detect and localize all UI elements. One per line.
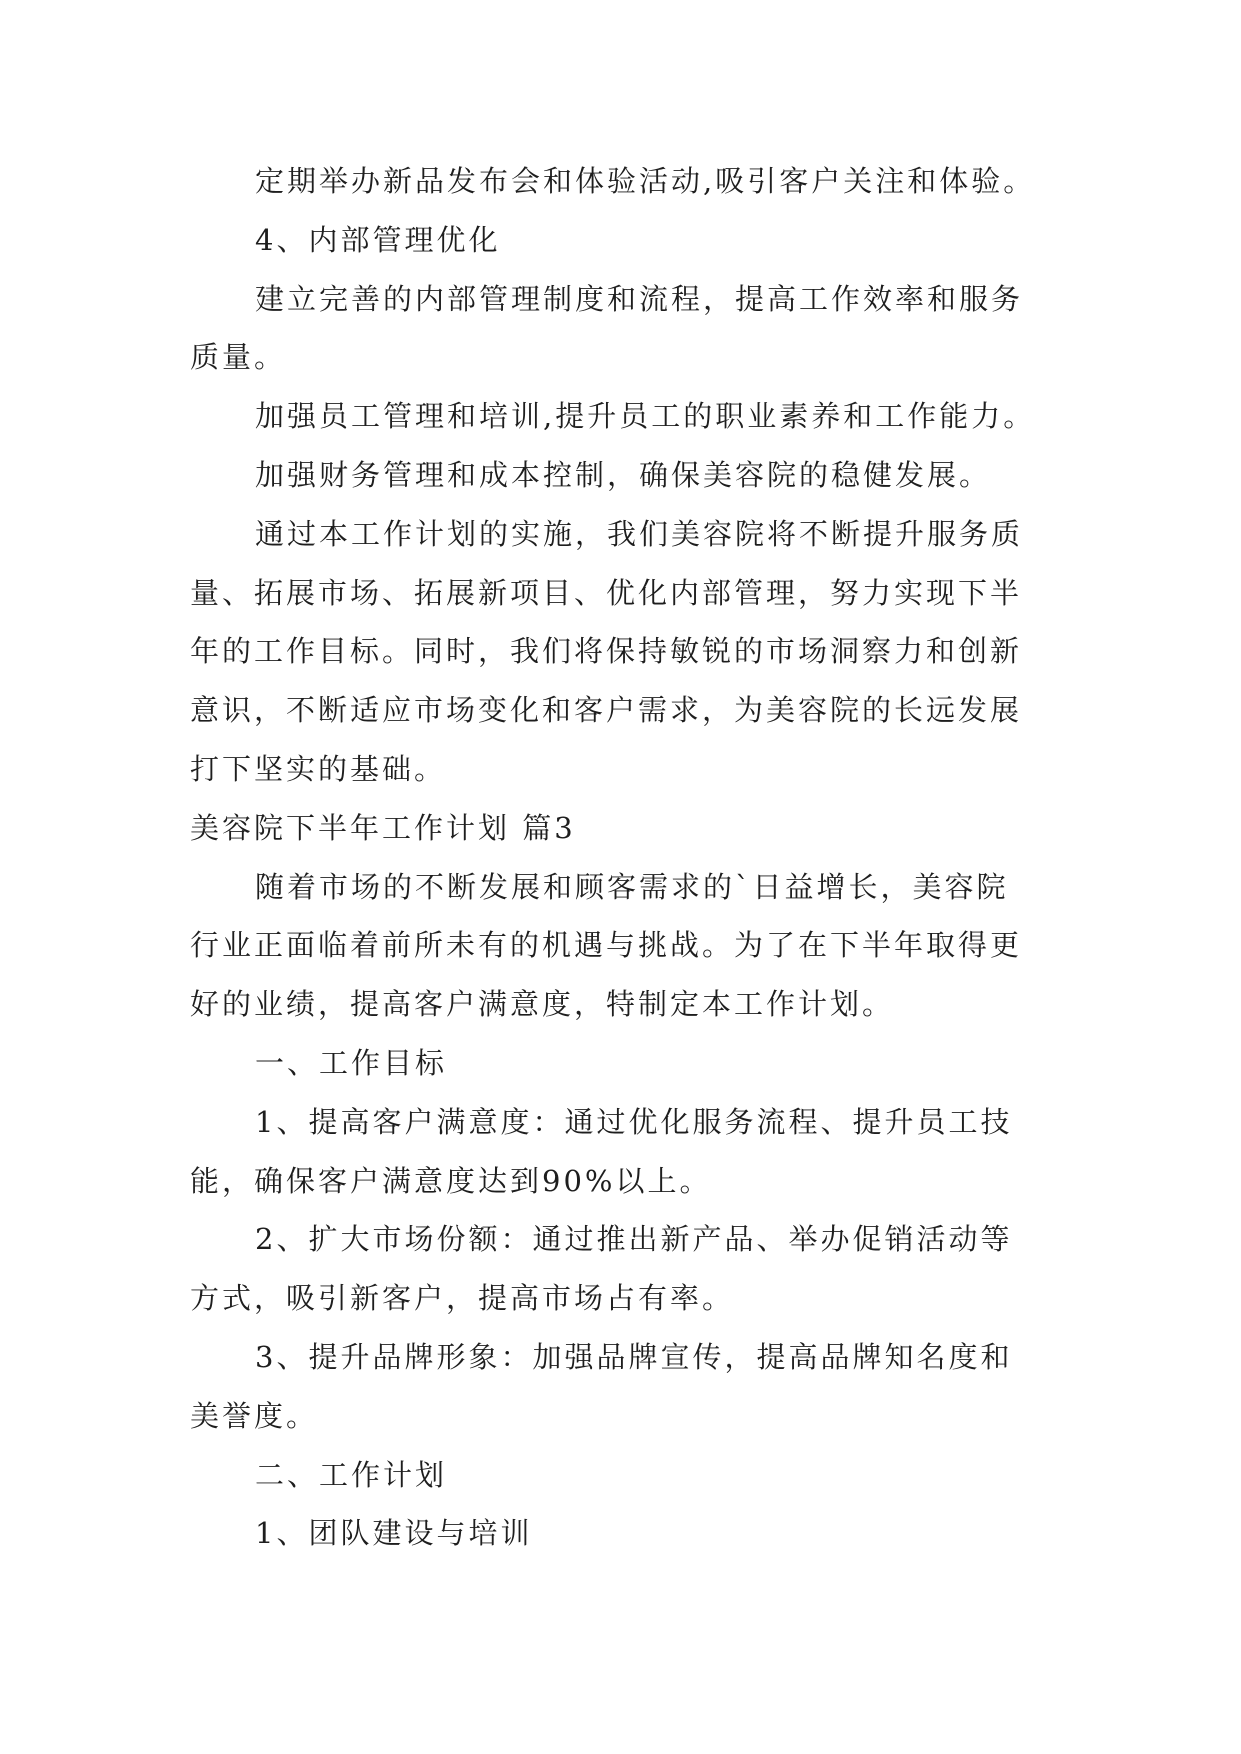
paragraph-line: 随着市场的不断发展和顾客需求的`日益增长，美容院 <box>255 869 1009 904</box>
paragraph-line: 意识，不断适应市场变化和客户需求，为美容院的长远发展 <box>190 693 1023 728</box>
paragraph-line: 能，确保客户满意度达到90%以上。 <box>190 1163 712 1198</box>
paragraph-line: 4、内部管理优化 <box>255 222 501 257</box>
paragraph-line: 一、工作目标 <box>255 1045 448 1080</box>
paragraph-line: 1、提高客户满意度：通过优化服务流程、提升员工技 <box>255 1104 1013 1139</box>
paragraph-line: 年的工作目标。同时，我们将保持敏锐的市场洞察力和创新 <box>190 634 1023 669</box>
paragraph-line: 建立完善的内部管理制度和流程，提高工作效率和服务 <box>255 281 1024 316</box>
paragraph-line: 2、扩大市场份额：通过推出新产品、举办促销活动等 <box>255 1222 1013 1257</box>
paragraph-line: 行业正面临着前所未有的机遇与挑战。为了在下半年取得更 <box>190 928 1023 963</box>
paragraph-line: 3、提升品牌形象：加强品牌宣传，提高品牌知名度和 <box>255 1339 1013 1374</box>
paragraph-line: 好的业绩，提高客户满意度，特制定本工作计划。 <box>190 987 895 1022</box>
paragraph-line: 二、工作计划 <box>255 1457 448 1492</box>
paragraph-line: 方式，吸引新客户，提高市场占有率。 <box>190 1281 735 1316</box>
paragraph-line: 加强财务管理和成本控制，确保美容院的稳健发展。 <box>255 457 992 492</box>
document-body <box>190 152 1150 1563</box>
paragraph-line: 打下坚实的基础。 <box>190 751 447 786</box>
paragraph-line: 美容院下半年工作计划 篇3 <box>190 810 576 845</box>
paragraph-line: 质量。 <box>190 340 287 375</box>
paragraph-line: 定期举办新品发布会和体验活动,吸引客户关注和体验。 <box>255 164 1036 198</box>
paragraph-line: 通过本工作计划的实施，我们美容院将不断提升服务质 <box>255 516 1024 551</box>
paragraph-line: 加强员工管理和培训,提升员工的职业素养和工作能力。 <box>255 399 1036 434</box>
paragraph-line: 1、团队建设与培训 <box>255 1516 533 1551</box>
paragraph-line: 量、拓展市场、拓展新项目、优化内部管理，努力实现下半 <box>190 575 1023 610</box>
paragraph-line: 美誉度。 <box>190 1398 319 1433</box>
